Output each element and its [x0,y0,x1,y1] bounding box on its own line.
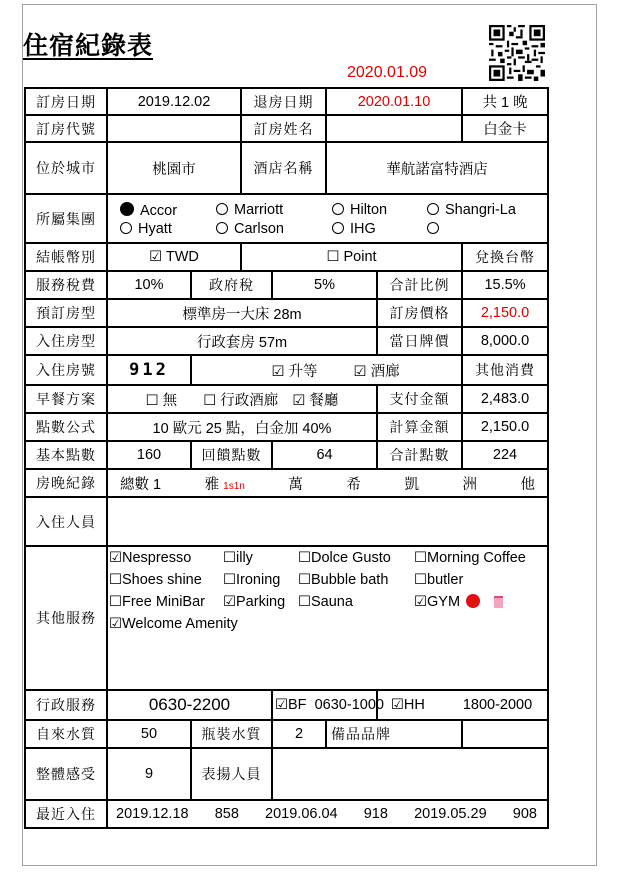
service-illy[interactable]: ☐illy [223,550,253,566]
service-morning-coffee[interactable]: ☐Morning Coffee [414,550,526,566]
qr-code-icon [489,25,545,81]
room-number-value[interactable]: 912 [107,355,191,385]
checkbox-checked-icon: ☑ [109,616,122,632]
base-points-value[interactable]: 160 [107,441,191,469]
breakfast-label: 早餐方案 [25,385,107,413]
checkbox-icon: ☐ [414,572,427,588]
checkbox-icon: ☐ [298,572,311,588]
city-value[interactable]: 桃園市 [107,142,241,194]
service-free-minibar[interactable]: ☐Free MiniBar [109,594,205,610]
radio-icon [427,222,439,234]
booking-price-value[interactable]: 2,150.0 [462,299,548,327]
bonus-points-label: 回饋點數 [191,441,272,469]
group-option-marriott[interactable]: Marriott [216,202,332,219]
recent-stay-room: 858 [214,806,239,822]
checkbox-icon: ☐ [109,572,122,588]
group-option-carlson[interactable]: Carlson [216,221,332,237]
checkout-date-label: 退房日期 [241,88,326,115]
booking-date-value[interactable]: 2019.12.02 [107,88,241,115]
recent-stay-room: 908 [512,806,537,822]
recent-stay-date: 2019.05.29 [414,806,487,822]
service-shoes-shine[interactable]: ☐Shoes shine [109,572,202,588]
service-sauna[interactable]: ☐Sauna [298,594,353,610]
exchange-label: 兌換台幣 [462,243,548,271]
checkbox-icon: ☐ [223,550,236,566]
points-formula-label: 點數公式 [25,413,107,441]
paid-amount-value[interactable]: 2,483.0 [462,385,548,413]
lounge-checkbox[interactable]: ☑ 酒廊 [353,363,400,380]
currency-point[interactable]: ☐ Point [241,243,462,271]
group-option-shangri-la[interactable]: Shangri-La [427,202,547,219]
radio-icon [332,222,344,234]
record-note: 1s1n [223,480,245,492]
service-ironing[interactable]: ☐Ironing [223,572,281,588]
city-label: 位於城市 [25,142,107,194]
drink-cup-icon [494,596,503,608]
booking-price-label: 訂房價格 [377,299,462,327]
points-formula-value[interactable]: 10 歐元 25 點，白金加 40% [107,413,377,441]
rack-rate-value[interactable]: 8,000.0 [462,327,548,355]
service-parking[interactable]: ☑Parking [223,594,286,610]
booking-date-label: 訂房日期 [25,88,107,115]
booking-code-value[interactable] [107,115,241,142]
record-other: 他 [520,476,535,493]
exec-service-hours[interactable]: 0630-2200 [107,690,272,720]
record-hilton: 希 [346,476,361,493]
recent-stay-date: 2019.06.04 [265,806,338,822]
checkbox-icon: ☐ [298,550,311,566]
record-accor: 雅 1s1n [204,476,245,493]
breakfast-none-checkbox[interactable]: ☐ 無 [145,392,178,409]
currency-twd[interactable]: ☑ TWD [107,243,241,271]
top-date: 2020.01.09 [347,64,428,81]
guests-value[interactable] [107,497,548,546]
radio-icon [332,203,344,215]
amenity-brand-value[interactable] [462,720,548,748]
room-number-label: 入住房號 [25,355,107,385]
record-marriott: 萬 [288,476,303,493]
recent-stays-label: 最近入住 [25,800,107,828]
nights-value[interactable]: 共 1 晚 [462,88,548,115]
radio-icon [120,222,132,234]
member-card-value[interactable]: 白金卡 [462,115,548,142]
exec-breakfast[interactable]: ☑BF 0630-1000 [272,690,377,720]
gov-tax-value[interactable]: 5% [272,271,377,299]
services-list [108,547,547,634]
other-spend-label: 其他消費 [462,355,548,385]
total-points-value[interactable]: 224 [462,441,548,469]
checkbox-checked-icon: ☑ [109,550,122,566]
radio-icon [216,203,228,215]
total-ratio-value[interactable]: 15.5% [462,271,548,299]
booking-code-label: 訂房代號 [25,115,107,142]
radio-icon [216,222,228,234]
upgrade-checkbox[interactable]: ☑ 升等 [271,363,318,380]
checkbox-icon: ☐ [298,594,311,610]
record-form [24,87,549,829]
group-option-ihg[interactable]: IHG [332,221,427,237]
service-fee-value[interactable]: 10% [107,271,191,299]
checkbox-checked-icon: ☑ [390,697,404,713]
hotel-name-value[interactable]: 華航諾富特酒店 [326,142,548,194]
checkbox-checked-icon: ☑ [223,594,236,610]
exec-happy-hour[interactable]: ☑HH 1800-2000 [377,690,548,720]
praise-staff-value[interactable] [272,748,548,800]
group-label: 所屬集團 [25,194,107,243]
checkbox-checked-icon: ☑ [353,363,367,380]
hotel-name-label: 酒店名稱 [241,142,326,194]
overall-feel-label: 整體感受 [25,748,107,800]
stay-room-type-label: 入住房型 [25,327,107,355]
checkbox-checked-icon: ☑ [149,249,163,265]
breakfast-lounge-checkbox[interactable]: ☐ 行政酒廊 [203,392,279,409]
service-welcome-amenity[interactable]: ☑Welcome Amenity [109,616,238,632]
recent-stay-date: 2019.12.18 [116,806,189,822]
services-label: 其他服務 [25,546,107,690]
service-nespresso[interactable]: ☑Nespresso [109,550,192,566]
recent-stays-list [114,806,541,822]
checkbox-icon: ☐ [326,249,340,265]
apple-icon [466,594,480,608]
praise-staff-label: 表揚人員 [191,748,272,800]
service-bubble-bath[interactable]: ☐Bubble bath [298,572,389,588]
service-gym[interactable]: ☑GYM [414,593,542,612]
booking-name-label: 訂房姓名 [241,115,326,142]
checkbox-icon: ☐ [109,594,122,610]
booked-room-type-label: 預訂房型 [25,299,107,327]
night-records-list [118,473,539,494]
service-dolce-gusto[interactable]: ☐Dolce Gusto [298,550,391,566]
calc-amount-label: 計算金額 [377,413,462,441]
checkbox-icon: ☐ [203,392,217,409]
checkbox-checked-icon: ☑ [292,392,306,409]
bottle-water-value[interactable]: 2 [272,720,326,748]
night-records-label: 房晚紀錄 [25,469,107,497]
checkbox-checked-icon: ☑ [275,697,289,713]
checkbox-icon: ☐ [223,572,236,588]
total-ratio-label: 合計比例 [377,271,462,299]
service-fee-label: 服務稅費 [25,271,107,299]
exec-service-label: 行政服務 [25,690,107,720]
calc-amount-value[interactable]: 2,150.0 [462,413,548,441]
checkbox-checked-icon: ☑ [414,594,427,610]
booked-room-type-value[interactable]: 標準房一大床 28m [107,299,377,327]
tap-water-value[interactable]: 50 [107,720,191,748]
service-butler[interactable]: ☐butler [414,572,464,588]
radio-icon [427,203,439,215]
checkout-date-value[interactable]: 2020.01.10 [326,88,462,115]
checkbox-icon: ☐ [145,392,159,409]
record-ihg: 洲 [462,476,477,493]
currency-label: 結帳幣別 [25,243,107,271]
base-points-label: 基本點數 [25,441,107,469]
bonus-points-value[interactable]: 64 [272,441,377,469]
bottle-water-label: 瓶裝水質 [191,720,272,748]
record-total: 總數 1 [120,476,162,493]
group-option-hilton[interactable]: Hilton [332,202,427,219]
total-points-label: 合計點數 [377,441,462,469]
booking-name-value[interactable] [326,115,462,142]
group-option-other[interactable] [427,221,547,237]
guests-label: 入住人員 [25,497,107,546]
tap-water-label: 自來水質 [25,720,107,748]
group-option-accor[interactable]: Accor [120,202,216,219]
page-title: 住宿紀錄表 [23,31,154,60]
checkbox-checked-icon: ☑ [271,363,285,380]
recent-stay-room: 918 [363,806,388,822]
checkbox-icon: ☐ [414,550,427,566]
breakfast-restaurant-checkbox[interactable]: ☑ 餐廳 [292,392,339,409]
paid-amount-label: 支付金額 [377,385,462,413]
rack-rate-label: 當日牌價 [377,327,462,355]
overall-feel-score[interactable]: 9 [107,748,191,800]
stay-room-type-value[interactable]: 行政套房 57m [107,327,377,355]
record-carlson: 凱 [404,476,419,493]
group-options [108,200,547,237]
amenity-brand-label: 備品品牌 [326,720,462,748]
gov-tax-label: 政府稅 [191,271,272,299]
group-option-hyatt[interactable]: Hyatt [120,221,216,237]
radio-selected-icon [120,202,134,216]
